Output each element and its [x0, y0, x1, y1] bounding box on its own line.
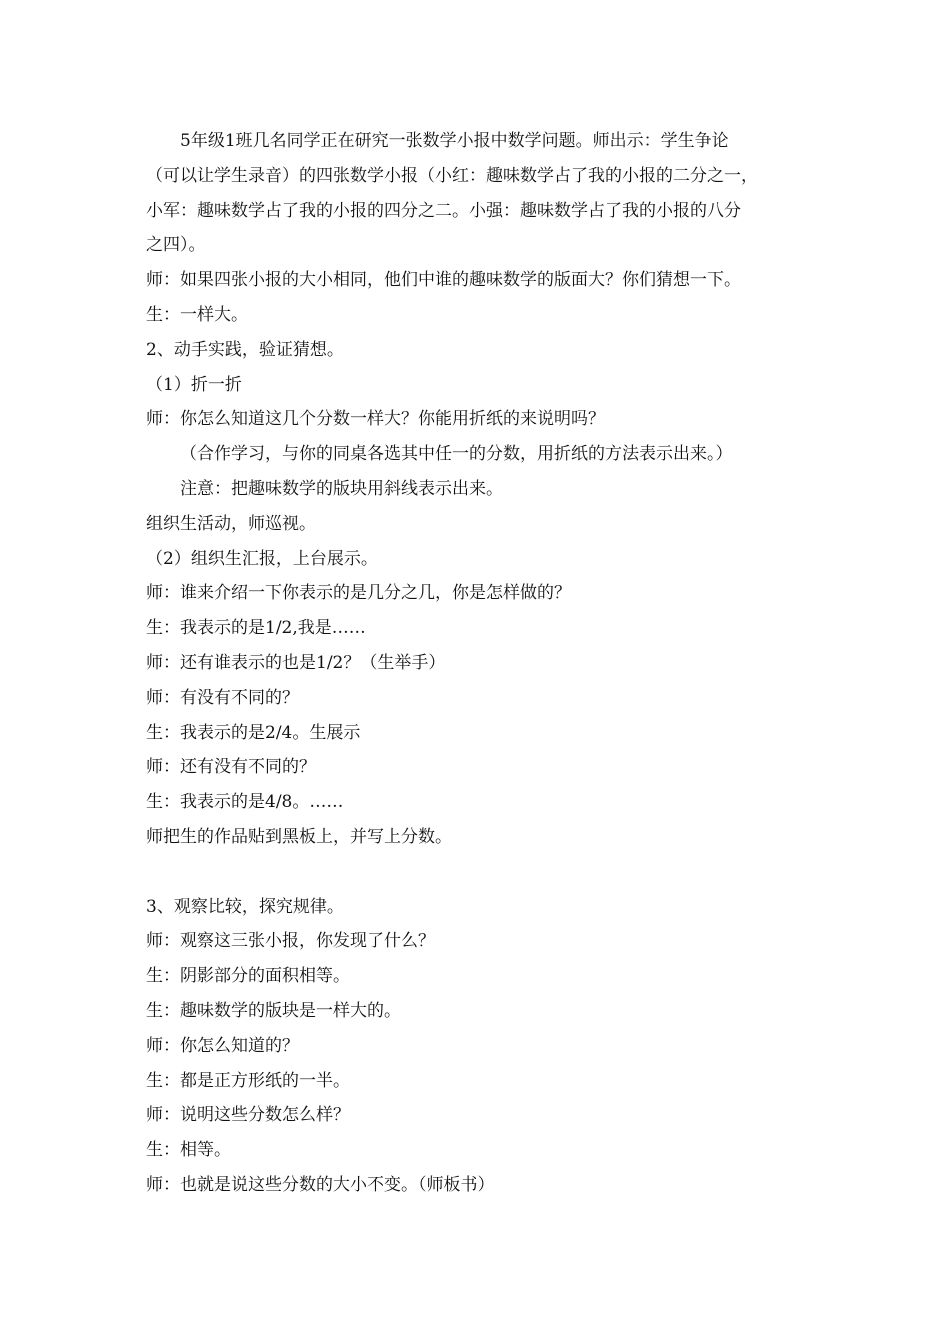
section-heading: 2、动手实践，验证猜想。 — [146, 339, 344, 360]
blank-line — [146, 855, 816, 890]
text-line: 师：谁来介绍一下你表示的是几分之几，你是怎样做的？ — [146, 583, 571, 604]
text-line: 生：我表示的是4/8。…… — [146, 792, 344, 813]
text-line: 小军：趣味数学占了我的小报的四分之二。小强：趣味数学占了我的小报的八分 — [146, 200, 741, 221]
subsection-heading: （2）组织生汇报，上台展示。 — [146, 548, 378, 569]
section-heading: 3、观察比较，探究规律。 — [146, 896, 344, 917]
text-line: 生：一样大。 — [146, 304, 248, 325]
text-line: 师：说明这些分数怎么样？ — [146, 1105, 350, 1126]
text-line: 生：相等。 — [146, 1140, 231, 1161]
text-line: 生：我表示的是2/4。生展示 — [146, 722, 361, 743]
text-line: 5年级1班几名同学正在研究一张数学小报中数学问题。师出示：学生争论 — [180, 131, 729, 151]
text-line: 生：都是正方形纸的一半。 — [146, 1070, 350, 1091]
text-line: 生：我表示的是1/2,我是…… — [146, 618, 366, 639]
text-line: 组织生活动，师巡视。 — [146, 513, 316, 534]
text-line: 生：阴影部分的面积相等。 — [146, 966, 350, 987]
text-line: 之四）。 — [146, 235, 206, 256]
document-page — [146, 124, 816, 1203]
text-line: 师：还有没有不同的？ — [146, 757, 316, 778]
text-line: 注意：把趣味数学的版块用斜线表示出来。 — [180, 478, 503, 499]
text-line: （合作学习，与你的同桌各选其中任一的分数，用折纸的方法表示出来。） — [180, 444, 733, 465]
text-line: 生：趣味数学的版块是一样大的。 — [146, 1000, 401, 1021]
text-line: 师：你怎么知道的？ — [146, 1035, 299, 1056]
text-line: 师把生的作品贴到黑板上，并写上分数。 — [146, 826, 452, 847]
text-line: （可以让学生录音）的四张数学小报（小红：趣味数学占了我的小报的二分之一， — [146, 165, 758, 186]
text-line: 师：还有谁表示的也是1/2？（生举手） — [146, 652, 446, 673]
text-line: 师：也就是说这些分数的大小不变。（师板书） — [146, 1174, 495, 1195]
text-line: 师：如果四张小报的大小相同，他们中谁的趣味数学的版面大？你们猜想一下。 — [146, 270, 741, 291]
text-line: 师：观察这三张小报，你发现了什么？ — [146, 931, 435, 952]
text-line: 师：你怎么知道这几个分数一样大？你能用折纸的来说明吗？ — [146, 409, 605, 430]
text-line: 师：有没有不同的？ — [146, 687, 299, 708]
subsection-heading: （1）折一折 — [146, 374, 242, 395]
